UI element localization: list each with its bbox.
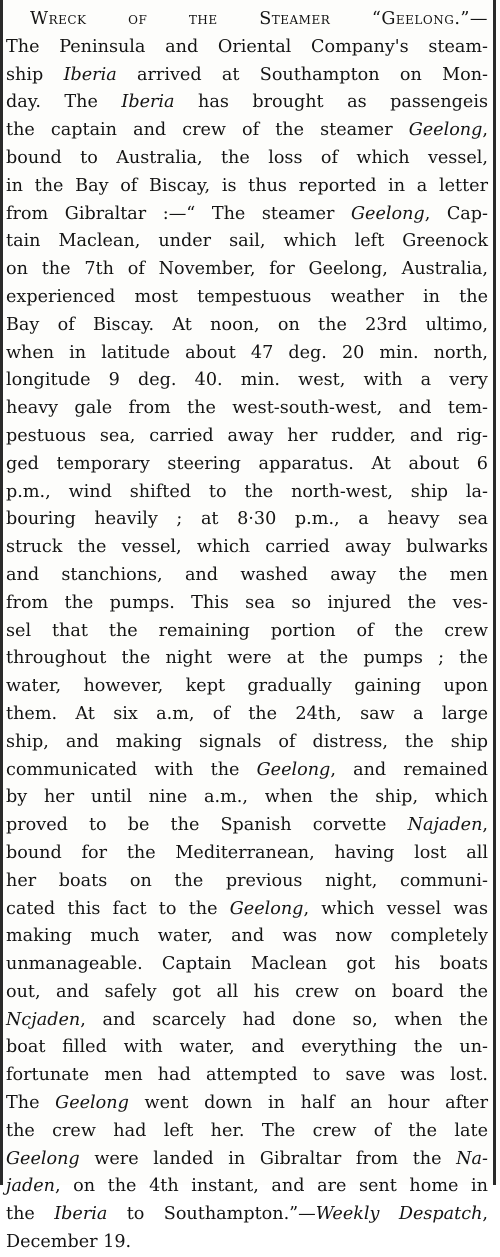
text-run: proved to be the Spanish corvette bbox=[6, 815, 408, 836]
article-line bbox=[6, 256, 488, 284]
article-line bbox=[6, 284, 488, 312]
text-run: bound for the Mediterranean, having lost all bbox=[6, 842, 488, 863]
article-line bbox=[6, 145, 488, 173]
italic-name: Najaden bbox=[407, 815, 483, 836]
column-rule-left bbox=[0, 0, 3, 1185]
article-line bbox=[6, 1034, 488, 1062]
text-run: , on the 4th instant, and are sent home in bbox=[54, 1176, 488, 1197]
italic-name: Iberia bbox=[63, 64, 117, 85]
italic-name: Geelong bbox=[229, 898, 304, 919]
text-run: from Gibraltar :—“ The steamer bbox=[6, 203, 351, 224]
text-run: water, however, kept gradually gaining upon bbox=[6, 676, 488, 697]
text-run: from the pumps. This sea so injured the ves- bbox=[6, 592, 488, 613]
text-run: ship, and making signals of distress, the ship bbox=[6, 731, 488, 752]
italic-name: Geelong bbox=[256, 759, 331, 780]
article-line bbox=[6, 590, 488, 618]
text-run: longitude 9 deg. 40. min. west, with a very bbox=[6, 370, 488, 391]
text-run: day. The bbox=[6, 92, 122, 113]
text-run: in the Bay of Biscay, is thus reported in a letter bbox=[6, 175, 488, 196]
text-run: on the 7th of November, for Geelong, Australia, bbox=[6, 259, 488, 280]
text-run: the captain and crew of the steamer bbox=[6, 120, 409, 141]
text-run: them. At six a.m, of the 24th, saw a large bbox=[6, 703, 488, 724]
article-line bbox=[6, 117, 488, 145]
text-run: December 19. bbox=[6, 1232, 132, 1253]
text-run: , bbox=[482, 815, 488, 836]
article-line bbox=[6, 701, 488, 729]
text-run: arrived at Southampton on Mon- bbox=[116, 64, 488, 85]
text-run: p.m., wind shifted to the north-west, ship la- bbox=[6, 481, 488, 502]
article-line bbox=[6, 784, 488, 812]
article-line bbox=[6, 479, 488, 507]
text-run: when in latitude about 47 deg. 20 min. north, bbox=[6, 342, 488, 363]
text-run: bouring heavily ; at 8·30 p.m., a heavy sea bbox=[6, 509, 488, 530]
text-run: to Southampton.”— bbox=[107, 1204, 316, 1225]
article-line bbox=[6, 618, 488, 646]
article-line bbox=[6, 312, 488, 340]
text-run: heavy gale from the west-south-west, and tem- bbox=[6, 398, 488, 419]
text-run: ged temporary steering apparatus. At about 6 bbox=[6, 453, 488, 474]
article-line bbox=[6, 1173, 488, 1201]
article-line bbox=[6, 979, 488, 1007]
article-column bbox=[6, 6, 488, 1257]
article-line bbox=[6, 562, 488, 590]
article-line bbox=[6, 757, 488, 785]
text-run: sel that the remaining portion of the crew bbox=[6, 620, 488, 641]
article-line bbox=[6, 201, 488, 229]
article-line bbox=[6, 506, 488, 534]
text-run: , and scarcely had done so, when the bbox=[80, 1009, 488, 1030]
text-run: tain Maclean, under sail, which left Greenock bbox=[6, 231, 488, 252]
text-run: bound to Australia, the loss of which vessel, bbox=[6, 147, 488, 168]
article-line bbox=[6, 423, 488, 451]
text-run: fortunate men had attempted to save was lost. bbox=[6, 1065, 488, 1086]
article-line bbox=[6, 645, 488, 673]
text-run: making much water, and was now completely bbox=[6, 926, 488, 947]
article-line bbox=[6, 340, 488, 368]
article-line bbox=[6, 89, 488, 117]
article-heading: Wreck of the Steamer “Geelong.”— bbox=[30, 9, 488, 29]
article-line bbox=[6, 367, 488, 395]
text-run: unmanageable. Captain Maclean got his boats bbox=[6, 954, 488, 975]
text-run: , bbox=[482, 1204, 488, 1225]
italic-name: Weekly Despatch bbox=[315, 1204, 483, 1225]
article-line bbox=[6, 729, 488, 757]
text-run: , Cap- bbox=[424, 203, 489, 224]
article-line bbox=[6, 673, 488, 701]
article-line bbox=[6, 1062, 488, 1090]
italic-name: jaden bbox=[6, 1176, 55, 1197]
text-run: Bay of Biscay. At noon, on the 23rd ultimo, bbox=[6, 314, 488, 335]
text-run: , which vessel was bbox=[303, 898, 488, 919]
text-run: throughout the night were at the pumps ; the bbox=[6, 648, 488, 669]
article-line bbox=[6, 812, 488, 840]
article-line bbox=[6, 395, 488, 423]
italic-name: Geelong bbox=[55, 1093, 129, 1114]
italic-name: Geelong bbox=[350, 203, 425, 224]
italic-name: Iberia bbox=[121, 92, 175, 113]
text-run: has brought as passengeis bbox=[174, 92, 488, 113]
article-heading-line bbox=[6, 6, 488, 34]
italic-name: Na- bbox=[456, 1148, 488, 1169]
text-run: experienced most tempestuous weather in the bbox=[6, 286, 488, 307]
text-run: the bbox=[6, 1204, 55, 1225]
text-run: pestuous sea, carried away her rudder, and rig- bbox=[6, 425, 488, 446]
text-run: communicated with the bbox=[6, 759, 257, 780]
article-line bbox=[6, 923, 488, 951]
text-run: cated this fact to the bbox=[6, 898, 230, 919]
text-run: by her until nine a.m., when the ship, which bbox=[6, 787, 488, 808]
article-body bbox=[6, 34, 488, 1257]
text-run: and stanchions, and washed away the men bbox=[6, 564, 488, 585]
text-run: The bbox=[6, 1093, 56, 1114]
column-rule-right bbox=[493, 0, 496, 1185]
article-line bbox=[6, 173, 488, 201]
text-run: , and remained bbox=[330, 759, 488, 780]
article-line bbox=[6, 1146, 488, 1174]
article-line bbox=[6, 62, 488, 90]
italic-name: Geelong bbox=[408, 120, 483, 141]
article-line bbox=[6, 1090, 488, 1118]
article-line bbox=[6, 868, 488, 896]
text-run: the crew had left her. The crew of the late bbox=[6, 1120, 488, 1141]
text-run: out, and safely got all his crew on board the bbox=[6, 981, 488, 1002]
text-run: were landed in Gibraltar from the bbox=[79, 1148, 457, 1169]
article-line bbox=[6, 1118, 488, 1146]
text-run: went down in half an hour after bbox=[128, 1093, 488, 1114]
italic-name: Iberia bbox=[54, 1204, 108, 1225]
article-line bbox=[6, 1201, 488, 1229]
text-run: ship bbox=[6, 64, 64, 85]
article-line bbox=[6, 1007, 488, 1035]
article-line bbox=[6, 534, 488, 562]
article-line bbox=[6, 34, 488, 62]
text-run: struck the vessel, which carried away bulwarks bbox=[6, 537, 488, 558]
article-line bbox=[6, 840, 488, 868]
italic-name: Geelong bbox=[6, 1148, 80, 1169]
text-run: , bbox=[482, 120, 488, 141]
italic-name: Ncjaden bbox=[6, 1009, 81, 1030]
article-line bbox=[6, 451, 488, 479]
article-line bbox=[6, 1229, 488, 1257]
article-line bbox=[6, 951, 488, 979]
text-run: The Peninsula and Oriental Company's steam- bbox=[6, 36, 488, 57]
text-run: boat filled with water, and everything the un- bbox=[6, 1037, 488, 1058]
text-run: her boats on the previous night, communi- bbox=[6, 870, 488, 891]
article-line bbox=[6, 896, 488, 924]
article-line bbox=[6, 228, 488, 256]
